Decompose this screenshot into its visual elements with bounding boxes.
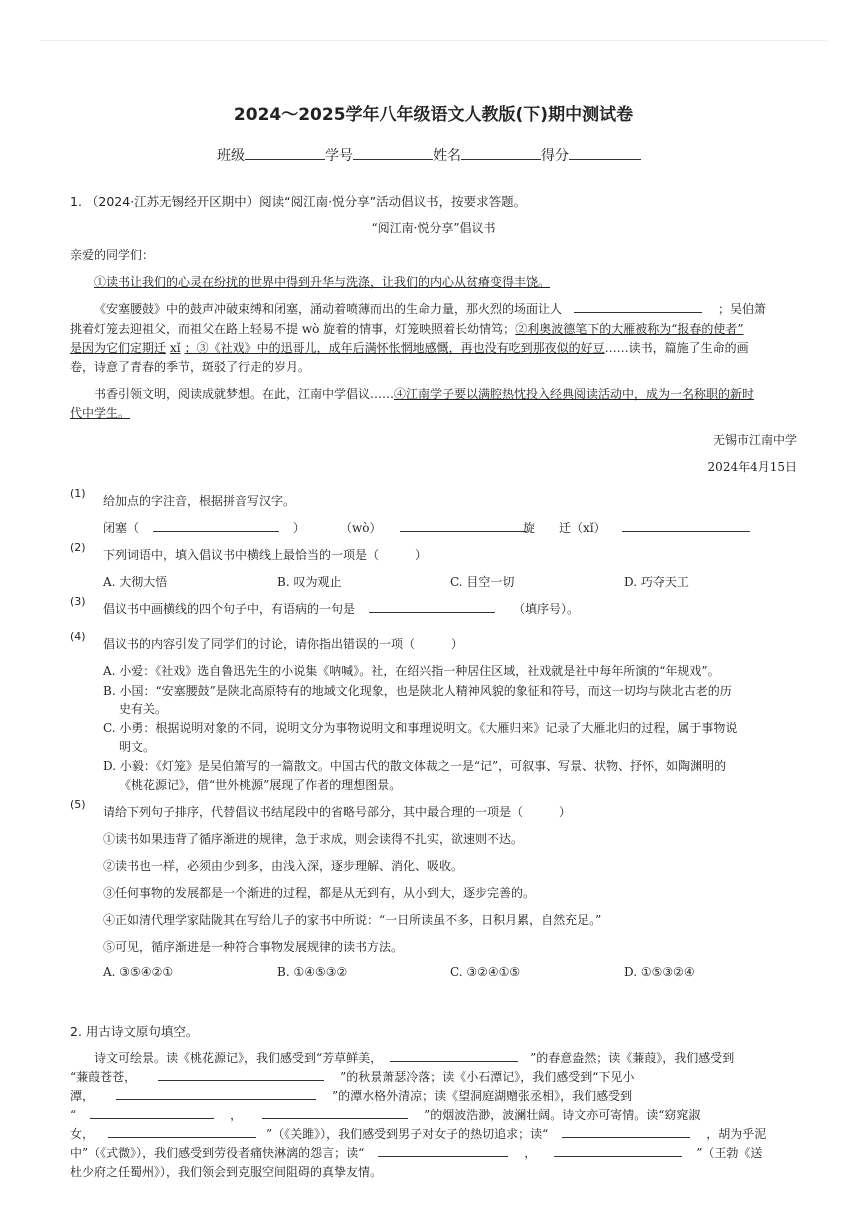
name-blank[interactable] xyxy=(461,147,541,160)
q2-text: ”的潭水格外清凉；读《望洞庭湖赠张丞相》，我们感受到 xyxy=(332,1089,633,1103)
pinyin-wo: wò xyxy=(301,322,320,336)
top-divider xyxy=(40,40,827,41)
q2-blank-4[interactable] xyxy=(90,1106,214,1119)
q2-blank-9[interactable] xyxy=(554,1144,682,1157)
paragraph-3-line-1 xyxy=(94,385,754,402)
q2-text: 中”（《式微》），我们感受到劳役者痛快淋漓的怨言；读“ xyxy=(70,1146,365,1160)
q2-text: ”的春意盎然；读《蒹葭》，我们感受到 xyxy=(530,1051,735,1065)
subquestion-5-sentence-1: ①读书如果违背了循序渐进的规律，急于求成，则会读得不扎实，欲速则不达。 xyxy=(103,832,524,846)
subquestion-1-number: (1) xyxy=(70,487,86,500)
subquestion-5-option-c[interactable]: C. ③②④①⑤ xyxy=(450,965,521,979)
subquestion-2-option-a[interactable]: A. 大彻大悟 xyxy=(103,575,168,589)
q2-line-2 xyxy=(70,1068,634,1085)
q2-text: 潭， xyxy=(70,1089,95,1103)
question-1-header: 1. （2024·江苏无锡经开区期中）阅读“阅江南·悦分享”活动倡议书，按要求答题。 xyxy=(70,194,527,209)
paragraph-3-text: 书香引领文明，阅读成就梦想。在此，江南中学倡议…… xyxy=(94,387,395,401)
student-number-label: 学号 xyxy=(325,148,353,164)
pinyin-xi: xǐ xyxy=(170,341,181,355)
subquestion-4-option-b[interactable]: B. 小国：“安塞腰鼓”是陕北高原特有的地域文化现象，也是陕北人精神风貌的象征和符号，而这一切均与陕北古老的历 xyxy=(103,684,732,698)
subquestion-5-sentence-5: ⑤可见，循序渐进是一种符合事物发展规律的读书方法。 xyxy=(103,940,404,954)
subquestion-2-option-c[interactable]: C. 目空一切 xyxy=(450,575,515,589)
subquestion-4-text: 倡议书的内容引发了同学们的讨论，请你指出错误的一项（ ） xyxy=(103,637,464,651)
score-blank[interactable] xyxy=(569,147,641,160)
subquestion-5-text: 请给下列句子排序，代替倡议书结尾段中的省略号部分，其中最合理的一项是（ ） xyxy=(103,805,572,819)
q2-blank-2[interactable] xyxy=(158,1068,324,1081)
q2-text: 诗文可绘景。读《桃花源记》，我们感受到“芳草鲜美， xyxy=(94,1051,383,1065)
paragraph-2-text: 挑着灯笼去迎祖父，而祖父在路上轻易不提 xyxy=(70,322,299,336)
q2-blank-8[interactable] xyxy=(378,1144,508,1157)
score-label: 得分 xyxy=(541,148,569,164)
info-fields xyxy=(217,145,641,165)
q2-text: “蒹葭苍苍， xyxy=(70,1070,137,1084)
subquestion-4-option-c[interactable]: C. 小勇：根据说明对象的不同，说明文分为事物说明文和事理说明文。《大雁归来》记录了大雁北归的过程，属于事物说 xyxy=(103,721,738,735)
subquestion-4-option-d-cont: 《桃花源记》，借“世外桃源”展现了作者的理想图景。 xyxy=(119,778,402,792)
sentence-2: ②利奥波德笔下的大雁被称为“报春的使者” xyxy=(515,322,744,336)
paragraph-2-text: 旋着的情事，灯笼映照着长幼情笃； xyxy=(323,322,516,336)
q2-text: “ xyxy=(70,1108,77,1122)
q2-blank-7[interactable] xyxy=(562,1125,690,1138)
subquestion-3-blank[interactable] xyxy=(369,600,495,613)
subquestion-5-sentence-2: ②读书也一样，必须由少到多，由浅入深，逐步理解、消化、吸收。 xyxy=(103,859,464,873)
subquestion-5-sentence-4: ④正如清代理学家陆陇其在写给儿子的家书中所说：“一日所读虽不多，日积月累，自然充足。” xyxy=(103,913,602,927)
letter-title: “阅江南·悦分享”倡议书 xyxy=(371,221,496,235)
idiom-blank[interactable] xyxy=(574,300,702,313)
q2-line-3 xyxy=(70,1087,632,1104)
paragraph-2-line-2 xyxy=(70,320,743,337)
class-label: 班级 xyxy=(217,148,245,164)
paragraph-2-line-3 xyxy=(70,339,749,356)
paragraph-2-text: ……读书， xyxy=(604,341,665,355)
subquestion-2-option-d[interactable]: D. 巧夺天工 xyxy=(624,575,689,589)
letter-greeting: 亲爱的同学们： xyxy=(70,248,155,262)
q2-text: ”的秋景萧瑟冷落；读《小石潭记》，我们感受到“下见小 xyxy=(340,1070,635,1084)
question-2-header: 2. 用古诗文原句填空。 xyxy=(70,1024,199,1039)
q2-line-6 xyxy=(70,1144,762,1161)
q2-text: ”的烟波浩渺，波澜壮阔。诗文亦可寄情。读“窈窕淑 xyxy=(424,1108,701,1122)
sentence-4: ④江南学子要以满腔热忱投入经典阅读活动中，成为一名称职的新时 xyxy=(394,387,755,401)
subquestion-4-option-d[interactable]: D. 小毅：《灯笼》是吴伯箫写的一篇散文。中国古代的散文体裁之一是“记”，可叙事、写景、状物、抒怀，如陶渊明的 xyxy=(103,759,727,773)
subquestion-1-text: 给加点的字注音，根据拼音写汉字。 xyxy=(103,494,296,508)
subquestion-2-number: (2) xyxy=(70,541,86,554)
sentence-1: ①读书让我们的心灵在纷扰的世界中得到升华与洗涤，让我们的内心从贫瘠变得丰饶。 xyxy=(94,275,551,289)
subquestion-1-item-2 xyxy=(340,519,526,536)
name-label: 姓名 xyxy=(433,148,461,164)
subquestion-3-text xyxy=(103,600,579,617)
item-bise: 闭塞（ xyxy=(103,521,140,535)
wo-character-blank[interactable] xyxy=(400,519,526,532)
bise-pinyin-blank[interactable] xyxy=(153,519,279,532)
paragraph-2-line-1 xyxy=(94,300,766,317)
paragraph-3-line-2: 代中学生。 xyxy=(70,406,131,420)
subquestion-4-option-a[interactable]: A. 小爱：《社戏》选自鲁迅先生的小说集《呐喊》。社，在绍兴指一种居住区域，社戏就是社中每年所演的“年规戏”。 xyxy=(103,664,720,678)
item-xuan: 旋 xyxy=(523,521,536,535)
q2-line-7: 杜少府之任蜀州》），我们领会到克服空间阻碍的真挚友情。 xyxy=(70,1165,383,1179)
q2-text: ， xyxy=(524,1146,537,1160)
sentence-2-continued: 是因为它们定期迁 xyxy=(70,341,167,355)
page-title: 2024～2025学年八年级语文人教版(下)期中测试卷 xyxy=(233,105,634,125)
paragraph-2-text: ；吴伯箫 xyxy=(718,302,767,316)
letter-date: 2024年4月15日 xyxy=(707,460,797,474)
subquestion-1-item-3 xyxy=(523,519,750,536)
q2-line-4 xyxy=(70,1106,700,1123)
item-wo: （wò） xyxy=(340,521,382,535)
subquestion-3-hint: （填序号）。 xyxy=(513,602,580,616)
q2-text: ”（《关雎》），我们感受到男子对女子的热切追求；读“ xyxy=(266,1127,549,1141)
q2-text: 女， xyxy=(70,1127,95,1141)
subquestion-4-option-b-cont: 史有关。 xyxy=(119,702,168,716)
subquestion-4-option-c-cont: 明文。 xyxy=(119,740,156,754)
paragraph-2-text: 篇施了生命的画 xyxy=(664,341,749,355)
q2-blank-1[interactable] xyxy=(390,1049,518,1062)
q2-blank-6[interactable] xyxy=(108,1125,256,1138)
item-xi: 迁（xǐ） xyxy=(559,521,606,535)
letter-signature: 无锡市江南中学 xyxy=(712,433,797,447)
paragraph-2-line-4: 卷，诗意了青春的季节，斑驳了行走的岁月。 xyxy=(70,360,311,374)
subquestion-5-number: (5) xyxy=(70,798,86,811)
subquestion-2-option-b[interactable]: B. 叹为观止 xyxy=(277,575,342,589)
xi-character-blank[interactable] xyxy=(622,519,750,532)
subquestion-1-items xyxy=(103,519,305,536)
q2-text: ，胡为乎泥 xyxy=(706,1127,767,1141)
sentence-3: ；③《社戏》中的迅哥儿，成年后满怀怅惘地感慨，再也没有吃到那夜似的好豆 xyxy=(184,341,605,355)
q2-blank-3[interactable] xyxy=(116,1087,316,1100)
q2-line-5 xyxy=(70,1125,766,1142)
paragraph-2-text: 《安塞腰鼓》中的鼓声冲破束缚和闭塞，涌动着喷薄而出的生命力量，那火烈的场面让人 xyxy=(94,302,563,316)
subquestion-4-number: (4) xyxy=(70,630,86,643)
class-blank[interactable] xyxy=(245,147,325,160)
subquestion-5-option-d[interactable]: D. ①⑤③②④ xyxy=(624,965,695,979)
q2-text: ， xyxy=(230,1108,243,1122)
q2-blank-5[interactable] xyxy=(262,1106,408,1119)
q2-text: ”（王勃《送 xyxy=(696,1146,763,1160)
subquestion-5-option-a[interactable]: A. ③⑤④②① xyxy=(103,965,174,979)
subquestion-3-number: (3) xyxy=(70,595,86,608)
subquestion-3-prompt: 倡议书中画横线的四个句子中，有语病的一句是 xyxy=(103,602,356,616)
subquestion-2-text: 下列词语中，填入倡议书中横线上最恰当的一项是（ ） xyxy=(103,548,428,562)
student-number-blank[interactable] xyxy=(353,147,433,160)
item-bise-close: ） xyxy=(293,521,306,535)
subquestion-5-sentence-3: ③任何事物的发展都是一个渐进的过程，都是从无到有，从小到大，逐步完善的。 xyxy=(103,886,536,900)
q2-line-1 xyxy=(94,1049,734,1066)
subquestion-5-option-b[interactable]: B. ①④⑤③② xyxy=(277,965,348,979)
